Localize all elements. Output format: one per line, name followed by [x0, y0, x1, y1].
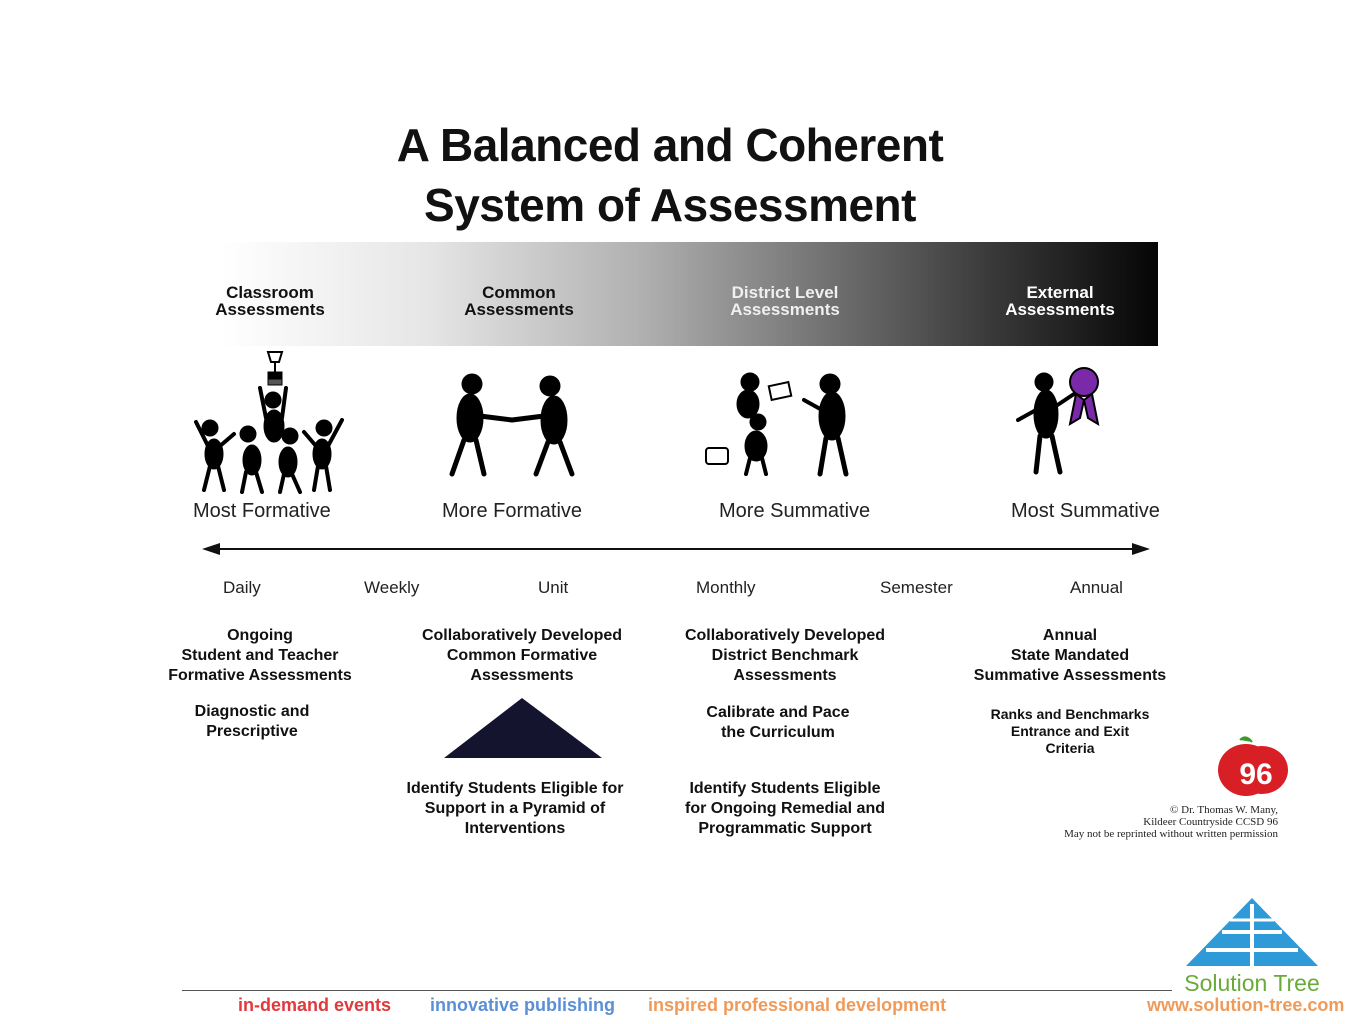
description-line: Ranks and Benchmarks — [990, 706, 1150, 722]
district-description — [665, 626, 905, 686]
description-line: Collaboratively Developed — [684, 627, 886, 644]
copyright-line: May not be reprinted without written permission — [1064, 828, 1278, 840]
level-more-formative: More Formative — [442, 500, 583, 522]
description-line: Programmatic Support — [698, 820, 872, 837]
description-line: Criteria — [1045, 740, 1095, 756]
continuum-double-arrow — [200, 540, 1152, 558]
description-line: District Benchmark — [711, 647, 859, 664]
logo-96-text: 96 — [1239, 758, 1273, 791]
district-calibrate — [665, 703, 891, 743]
classroom-figures-illustration — [190, 348, 350, 496]
footer-development-link[interactable]: inspired professional development — [648, 995, 947, 1015]
pyramid-of-interventions-icon — [442, 696, 604, 760]
description-line: Annual — [1042, 627, 1098, 644]
frequency-monthly: Monthly — [696, 578, 756, 597]
band-label-external — [960, 284, 1160, 318]
band-label-line: Assessments — [730, 300, 840, 319]
description-line: Support in a Pyramid of — [424, 800, 606, 817]
band-label-line: Assessments — [1005, 300, 1115, 319]
copyright-notice — [980, 804, 1278, 840]
level-most-formative: Most Formative — [193, 500, 331, 522]
description-line: State Mandated — [1010, 647, 1130, 664]
frequency-unit: Unit — [538, 578, 569, 597]
external-description — [955, 626, 1185, 686]
description-line: for Ongoing Remedial and — [684, 800, 885, 817]
description-line: Formative Assessments — [168, 667, 352, 684]
classroom-purpose — [150, 702, 354, 742]
classroom-description — [150, 626, 370, 686]
level-most-summative: Most Summative — [1011, 500, 1160, 522]
description-line: Interventions — [464, 820, 566, 837]
band-label-line: Classroom — [226, 283, 314, 302]
frequency-weekly: Weekly — [364, 578, 420, 597]
band-label-line: District Level — [731, 283, 839, 302]
common-description — [400, 626, 644, 686]
title-line-2: System of Assessment — [424, 179, 916, 231]
external-ribbon-illustration — [1008, 360, 1108, 478]
frequency-annual: Annual — [1070, 578, 1123, 597]
description-line: the Curriculum — [721, 724, 835, 741]
footer-divider — [182, 990, 1172, 991]
common-handshake-illustration — [440, 370, 590, 480]
description-line: Summative Assessments — [973, 667, 1167, 684]
band-label-line: External — [1026, 283, 1094, 302]
band-label-classroom — [170, 284, 370, 318]
copyright-line: Kildeer Countryside CCSD 96 — [1143, 816, 1278, 828]
district-purpose — [665, 779, 905, 839]
district-figures-illustration — [700, 370, 865, 480]
solution-tree-logo-icon — [1184, 896, 1320, 970]
level-more-summative: More Summative — [719, 500, 871, 522]
description-line: Entrance and Exit — [1010, 723, 1130, 739]
frequency-semester: Semester — [880, 578, 953, 597]
description-line: Common Formative — [446, 647, 598, 664]
description-line: Identify Students Eligible for — [406, 780, 624, 797]
description-line: Prescriptive — [206, 723, 298, 740]
description-line: Assessments — [733, 667, 837, 684]
description-line: Identify Students Eligible — [689, 780, 881, 797]
band-label-line: Common — [482, 283, 556, 302]
frequency-daily: Daily — [223, 578, 261, 597]
copyright-line: © Dr. Thomas W. Many, — [1170, 804, 1278, 816]
description-line: Assessments — [470, 667, 574, 684]
description-line: Calibrate and Pace — [706, 704, 850, 721]
solution-tree-brand: Solution Tree — [1184, 970, 1320, 996]
title-line-1: A Balanced and Coherent — [396, 119, 944, 171]
band-label-line: Assessments — [215, 300, 325, 319]
common-purpose — [390, 779, 640, 839]
district-96-apple-logo — [1216, 734, 1292, 798]
description-line: Collaboratively Developed — [421, 627, 623, 644]
description-line: Diagnostic and — [194, 703, 310, 720]
band-label-common — [419, 284, 619, 318]
footer-publishing-link[interactable]: innovative publishing — [430, 995, 616, 1015]
footer-website-link[interactable]: www.solution-tree.com — [1147, 995, 1345, 1015]
external-purpose — [960, 706, 1180, 757]
description-line: Student and Teacher — [181, 647, 339, 664]
description-line: Ongoing — [227, 627, 293, 644]
footer-events-link[interactable]: in-demand events — [238, 995, 392, 1015]
band-label-line: Assessments — [464, 300, 574, 319]
band-label-district — [685, 284, 885, 318]
